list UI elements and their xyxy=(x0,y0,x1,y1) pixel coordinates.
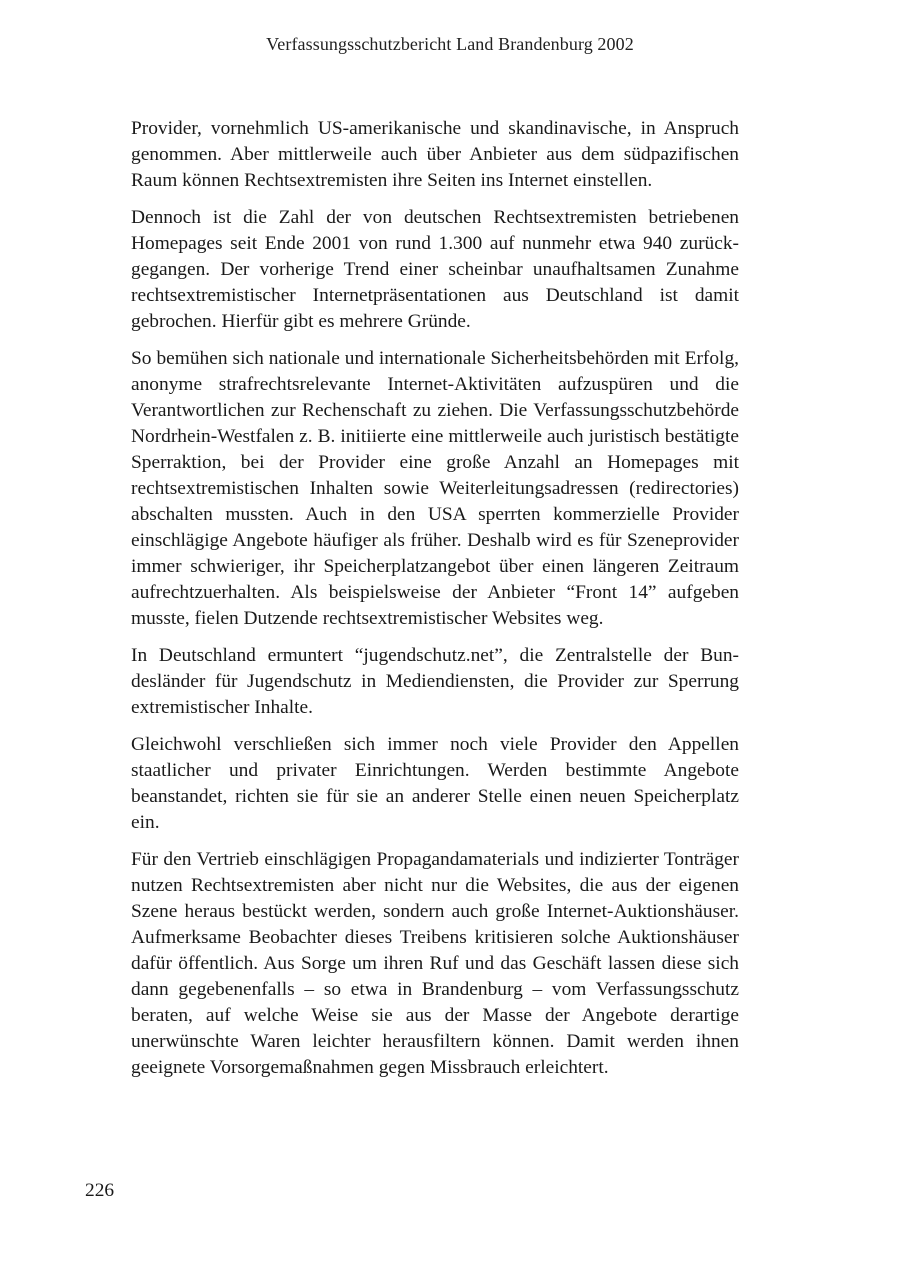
paragraph-4: In Deutschland ermuntert “jugendschutz.net”, die Zentralstelle der Bundesländer für Jugendschutz in Mediendiensten, die Provider zur Sperrung extremistischer Inhalte. xyxy=(131,645,739,718)
paragraph-2: Dennoch ist die Zahl der von deutschen Rechtsextremisten betriebenen Homepages seit Ende 2001 von rund 1.300 auf nunmehr etwa 940 zurückgegangen. Der vorherige Trend einer scheinbar unaufhaltsamen Zunahme rechtsextremistischer Internetpräsentationen aus Deutschland ist damit gebrochen. Hierfür gibt es mehrere Gründe. xyxy=(131,207,739,332)
paragraph-3: So bemühen sich nationale und internationale Sicherheitsbehörden mit Erfolg, anonyme strafrechtsrelevante Internet-Aktivitäten aufzuspüren und die Verantwortlichen zur Rechenschaft zu ziehen. Die Verfassungsschutzbehörde Nordrhein-Westfalen z. B. initiierte eine mittlerweile auch juristisch bestätigte Sperraktion, bei der Provider eine große Anzahl an Homepages mit rechtsextremistischen Inhalten sowie Weiterleitungsadressen (redirectories) abschalten mussten. Auch in den USA sperrten kommerzielle Provider einschlägige Angebote häufiger als früher. Deshalb wird es für Szeneprovider immer schwieriger, ihr Speicherplatzangebot über einen längeren Zeitraum aufrechtzuerhalten. Als beispielsweise der Anbieter “Front 14” aufgeben musste, fielen Dutzende rechtsextremistischer Websites weg. xyxy=(131,348,739,629)
paragraph-6: Für den Vertrieb einschlägigen Propagandamaterials und indizierter Tonträger nutzen Rechtsextremisten aber nicht nur die Websites, die aus der eigenen Szene heraus bestückt werden, sondern auch große Internet-Auktionshäuser. Aufmerksame Beobachter dieses Treibens kritisieren solche Auktionshäuser dafür öffentlich. Aus Sorge um ihren Ruf und das Geschäft lassen diese sich dann gegebenenfalls – so etwa in Brandenburg – vom Verfassungsschutz beraten, auf welche Weise sie aus der Masse der Angebote derartige unerwünschte Waren leichter herausfiltern können. Damit werden ihnen geeignete Vorsorgemaßnahmen gegen Missbrauch erleichtert. xyxy=(131,849,739,1078)
body-text xyxy=(131,116,739,1092)
paragraph-1: Provider, vornehmlich US-amerikanische und skandinavische, in Anspruch genommen. Aber mittlerweile auch über Anbieter aus dem südpazifischen Raum können Rechtsextremisten ihre Seiten ins Internet einstellen. xyxy=(131,118,739,191)
page-number: 226 xyxy=(85,1180,115,1201)
paragraph-5: Gleichwohl verschließen sich immer noch viele Provider den Appellen staatlicher und privater Einrichtungen. Werden bestimmte Angebote beanstandet, richten sie für sie an anderer Stelle einen neuen Speicherplatz ein. xyxy=(131,734,739,833)
running-header: Verfassungsschutzbericht Land Brandenburg 2002 xyxy=(266,34,634,54)
